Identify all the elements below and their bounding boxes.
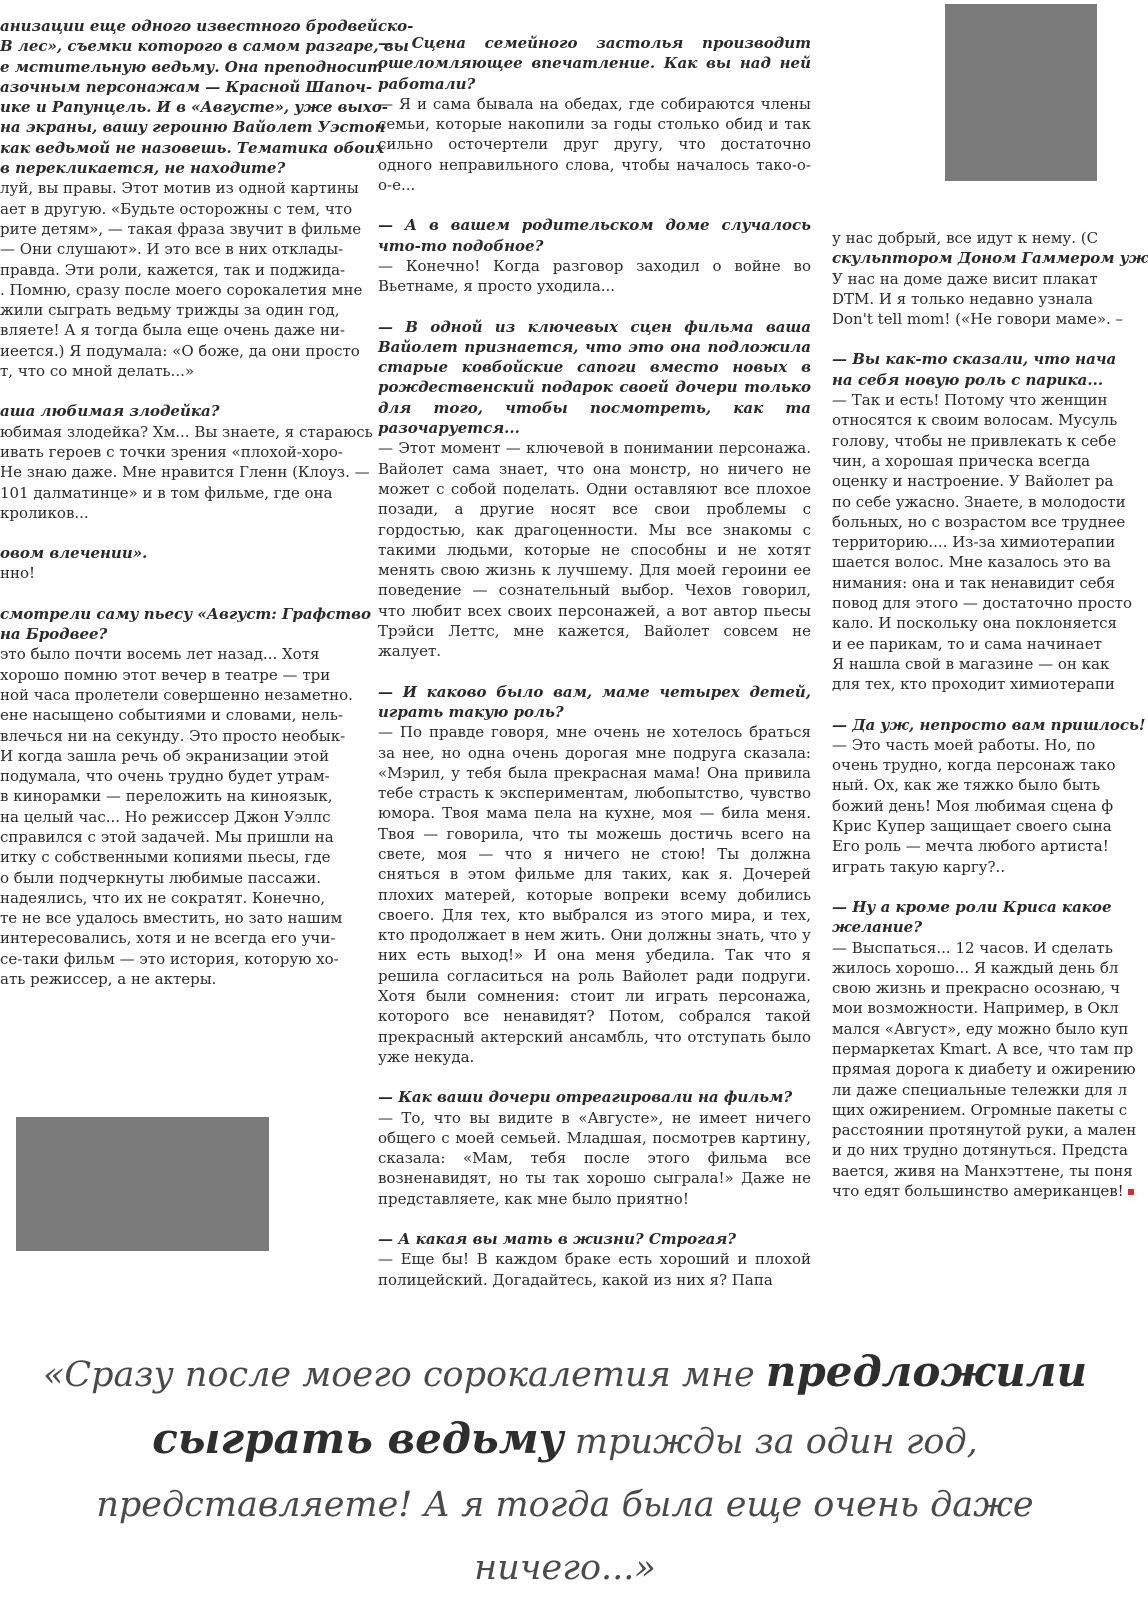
interview-question: е мстительную ведьму. Она преподносит: [0, 57, 383, 76]
pull-quote-text: трижды за один год,: [563, 1422, 978, 1462]
interview-question: овом влечении».: [0, 544, 148, 563]
photo-placeholder-top-right: [945, 4, 1097, 181]
interview-answer: нно!: [0, 564, 36, 583]
pull-quote-text: «Сразу после моего сорокалетия мне: [42, 1355, 766, 1395]
interview-answer: щих ожирением. Огромные пакеты с: [832, 1100, 1128, 1119]
interview-question: аша любимая злодейка?: [0, 402, 220, 421]
pull-quote-emphasis: предложили: [765, 1347, 1088, 1396]
interview-answer: что едят большинство американцев!: [832, 1181, 1130, 1201]
interview-answer: относятся к своим волосам. Мусуль: [832, 411, 1118, 430]
interview-answer: хорошо помню этот вечер в театре — три: [0, 665, 331, 684]
interview-answer: — То, что вы видите в «Августе», не имеет ничего общего с моей семьей. Младшая, посмотрев картину, сказала: «Мам, тебя после этого фильма все возненавидят, но ты так хорошо сыграла!» Даже не представляете, как мне было приятно!: [378, 1108, 811, 1208]
interview-answer: расстоянии протянутой руки, а мален: [832, 1121, 1137, 1140]
interview-answer: се-таки фильм — это история, которую хо-: [0, 949, 339, 968]
interview-answer: вляете! А я тогда была еще очень даже ни-: [0, 321, 345, 340]
interview-answer: юбимая злодейка? Хм... Вы знаете, я стараюсь: [0, 422, 373, 441]
interview-answer: очень трудно, когда персонаж тако: [832, 756, 1116, 775]
interview-answer: И когда зашла речь об экранизации этой: [0, 746, 330, 765]
interview-question: на себя новую роль с парика...: [832, 370, 1104, 389]
interview-answer: играть такую каргу?..: [832, 857, 1006, 876]
pull-quote-emphasis: сыграть ведьму: [152, 1414, 564, 1463]
interview-question: — И каково было вам, маме четырех детей, играть такую роль?: [378, 682, 811, 721]
photo-placeholder-bottom-left: [16, 1117, 269, 1251]
interview-question: азочным персонажам — Красной Шапоч-: [0, 77, 373, 96]
interview-answer: DTM. И я только недавно узнала: [832, 289, 1093, 308]
interview-answer: чин, а хорошая прическа всегда: [832, 451, 1091, 470]
interview-answer: на целый час... Но режиссер Джон Уэллс: [0, 807, 331, 826]
interview-answer: это было почти восемь лет назад... Хотя: [0, 645, 320, 664]
interview-answer: мои возможности. Например, в Окл: [832, 999, 1119, 1018]
interview-question: в перекликается, не находите?: [0, 159, 286, 178]
interview-answer: ать режиссер, а не актеры.: [0, 970, 217, 989]
interview-answer: иеется.) Я подумала: «О боже, да они просто: [0, 341, 360, 360]
interview-answer: рите детям», — такая фраза звучит в фильме: [0, 219, 362, 238]
interview-question: смотрели саму пьесу «Август: Графство: [0, 604, 371, 623]
interview-question: ике и Рапунцель. И в «Августе», уже выхо-: [0, 98, 388, 117]
interview-answer: кало. И поскольку она поклоняется: [832, 614, 1117, 633]
interview-answer: Крис Купер защищает своего сына: [832, 817, 1112, 836]
interview-answer: у нас добрый, все идут к нему. (С: [832, 229, 1099, 247]
article-column-3: [832, 228, 1148, 1278]
interview-answer: ной часа пролетели совершенно незаметно.: [0, 685, 353, 704]
interview-question: на Бродвее?: [0, 625, 108, 644]
interview-answer: и ее парикам, то и сама начинает: [832, 634, 1102, 653]
interview-question: — А какая вы мать в жизни? Строгая?: [378, 1230, 737, 1249]
interview-answer: ене насыщено событиями и словами, нель-: [0, 706, 343, 725]
interview-answer: подумала, что очень трудно будет утрам-: [0, 767, 330, 786]
interview-answer: повод для этого — достаточно просто: [832, 594, 1132, 613]
interview-answer: луй, вы правы. Этот мотив из одной картины: [0, 179, 359, 198]
interview-answer: Его роль — мечта любого артиста!: [832, 837, 1109, 856]
interview-answer: 101 далматинце» и в том фильме, где она: [0, 483, 333, 502]
interview-question: анизации еще одного известного бродвейско-: [0, 17, 414, 35]
interview-answer: — Они слушают». И это все в них отклады-: [0, 240, 344, 259]
interview-answer: Я нашла свой в магазине — он как: [832, 654, 1110, 673]
interview-answer: интересовались, хотя и не всегда его учи-: [0, 929, 336, 948]
interview-question: — Да уж, непросто вам пришлось!: [832, 715, 1146, 734]
interview-answer: территорию.... Из-за химиотерапии: [832, 533, 1116, 552]
interview-answer: и до них трудно дотянуться. Предста: [832, 1141, 1128, 1160]
interview-answer: те не все удалось вместить, но зато нашим: [0, 909, 343, 928]
interview-answer: правда. Эти роли, кажется, так и поджида-: [0, 260, 346, 279]
interview-answer: ает в другую. «Будьте осторожны с тем, что: [0, 199, 353, 218]
interview-answer: — Выспаться... 12 часов. И сделать: [832, 938, 1113, 957]
interview-question: — Как ваши дочери отреагировали на фильм?: [378, 1088, 793, 1107]
interview-answer: справился с этой задачей. Мы пришли на: [0, 827, 334, 846]
interview-answer: . Помню, сразу после моего сорокалетия мне: [0, 280, 363, 299]
interview-answer: — Это часть моей работы. Но, по: [832, 735, 1096, 754]
pull-quote-line-3: представляете! А я тогда была еще очень даже: [96, 1485, 1034, 1525]
interview-answer: вается, живя на Манхэттене, ты поня: [832, 1161, 1133, 1180]
interview-answer: ли даже специальные тележки для л: [832, 1080, 1128, 1099]
interview-question: В лес», съемки которого в самом разгаре, вы: [0, 37, 409, 56]
interview-answer: итку с собственными копиями пьесы, где: [0, 848, 331, 867]
interview-question: — Сцена семейного застолья производит ошеломляющее впечатление. Как вы над ней работали?: [378, 34, 811, 93]
interview-answer: жили сыграть ведьму трижды за один год,: [0, 301, 340, 320]
interview-answer: божий день! Моя любимая сцена ф: [832, 796, 1114, 815]
interview-answer: ивать героев с точки зрения «плохой-хоро-: [0, 442, 344, 461]
interview-question: — В одной из ключевых сцен фильма ваша Вайолет признается, что это она подложила старые ковбойские сапоги вместо новых в рождественский подарок своей дочери только для того, чтобы посмотреть, как та разочаруется...: [378, 317, 811, 438]
interview-answer: в кинорамки — переложить на киноязык,: [0, 787, 333, 806]
interview-answer: оценку и настроение. У Вайолет ра: [832, 472, 1114, 491]
interview-answer: голову, чтобы не привлекать к себе: [832, 431, 1117, 450]
interview-answer: — Еще бы! В каждом браке есть хороший и плохой полицейский. Догадайтесь, какой из них я? Папа: [378, 1250, 811, 1289]
interview-answer: мался «Август», еду можно было куп: [832, 1019, 1129, 1038]
interview-answer: кроликов...: [0, 503, 89, 522]
interview-answer: для тех, кто проходит химиотерапи: [832, 675, 1115, 694]
article-column-2: [378, 33, 811, 1289]
interview-answer: влечься ни на секунду. Это просто необык-: [0, 726, 346, 745]
interview-question: — А в вашем родительском доме случалось что-то подобное?: [378, 216, 811, 255]
interview-answer: шается волос. Мне казалось это ва: [832, 553, 1111, 572]
interview-answer: ный. Ох, как же тяжко было быть: [832, 776, 1101, 795]
interview-question: желание?: [832, 918, 922, 937]
interview-question: как ведьмой не назовешь. Тематика обоих: [0, 138, 385, 157]
interview-answer: — Я и сама бывала на обедах, где собираются члены семьи, которые накопили за годы столько обид и так сильно осточертели друг другу, что достаточно одного неправильного слова, чтобы началось тако-о-о-е...: [378, 94, 811, 195]
pull-quote: [0, 1340, 1130, 1600]
interview-answer: больных, но с возрастом все труднее: [832, 512, 1126, 531]
pull-quote-line-4: ничего...»: [474, 1548, 656, 1588]
interview-answer: нимания: она и так ненавидит себя: [832, 573, 1116, 592]
interview-answer: жилось хорошо... Я каждый день бл: [832, 958, 1119, 977]
interview-answer: — Конечно! Когда разговор заходил о войне во Вьетнаме, я просто уходила...: [378, 256, 811, 296]
interview-question: скульптором Доном Гаммером уж: [832, 249, 1148, 268]
interview-answer: У нас на доме даже висит плакат: [832, 269, 1098, 288]
pull-quote-line-2: [0, 1407, 1130, 1474]
pull-quote-line-1: [0, 1340, 1130, 1407]
interview-answer: надеялись, что их не сократят. Конечно,: [0, 888, 326, 907]
interview-answer: прямая дорога к диабету и ожирению: [832, 1060, 1136, 1079]
interview-answer: т, что со мной делать...»: [0, 362, 195, 381]
interview-answer: — По правде говоря, мне очень не хотелось браться за нее, но одна очень дорогая мне подруга сказала: «Мэрил, у тебя была прекрасная мама! Она привила тебе страсть к экспериментам, любопытство, чувство юмора. Твоя мама пела на кухне, моя — била меня. Твоя — говорила, что ты можешь достичь всего на свете, моя — что я ничего не стою! Ты должна сняться в этом фильме для таких, как я. Дочерей плохих матерей, которые вопреки всему добились своего. Для тех, кто выбрался из этого мира, и тех, кто продолжает в нем жить. Они должны знать, что у них есть выход!» И она меня убедила. Так что я решила согласиться на роль Вайолет ради подруги. Хотя были сомнения: стоит ли играть персонажа, которого все ненавидят? Потом, собрался такой прекрасный актерский ансамбль, что отступать было уже некуда.: [378, 723, 811, 1066]
interview-answer: пермаркетах Kmart. А все, что там пр: [832, 1039, 1134, 1058]
interview-question: — Вы как-то сказали, что нача: [832, 350, 1117, 369]
article-column-1: [0, 16, 414, 1086]
interview-answer: Не знаю даже. Мне нравится Гленн (Клоуз. —: [0, 463, 370, 482]
interview-answer: о были подчеркнуты любимые пассажи.: [0, 868, 322, 887]
interview-answer: по себе ужасно. Знаете, в молодости: [832, 492, 1126, 511]
end-of-article-mark: [1128, 1189, 1134, 1195]
interview-answer: — Этот момент — ключевой в понимании персонажа. Вайолет сама знает, что она монстр, но ничего не может с собой поделать. Одни оставляют все плохое позади, а другие носят все свои проблемы с гордостью, как драгоценности. Мы все знакомы с такими людьми, которые не способны и не хотят менять свою жизнь к лучшему. Для моей героини ее поведение — сознательный выбор. Чехов говорил, что любит всех своих персонажей, а вот автор пьесы Трэйси Леттс, мне кажется, Вайолет совсем не жалует.: [378, 439, 811, 661]
interview-answer: Don't tell mom! («Не говори маме». –: [832, 310, 1124, 329]
interview-answer: свою жизнь и прекрасно осознаю, ч: [832, 979, 1121, 998]
interview-answer: — Так и есть! Потому что женщин: [832, 391, 1108, 410]
interview-question: — Ну а кроме роли Криса какое: [832, 897, 1112, 916]
interview-question: на экраны, вашу героиню Вайолет Уэстон: [0, 118, 386, 137]
